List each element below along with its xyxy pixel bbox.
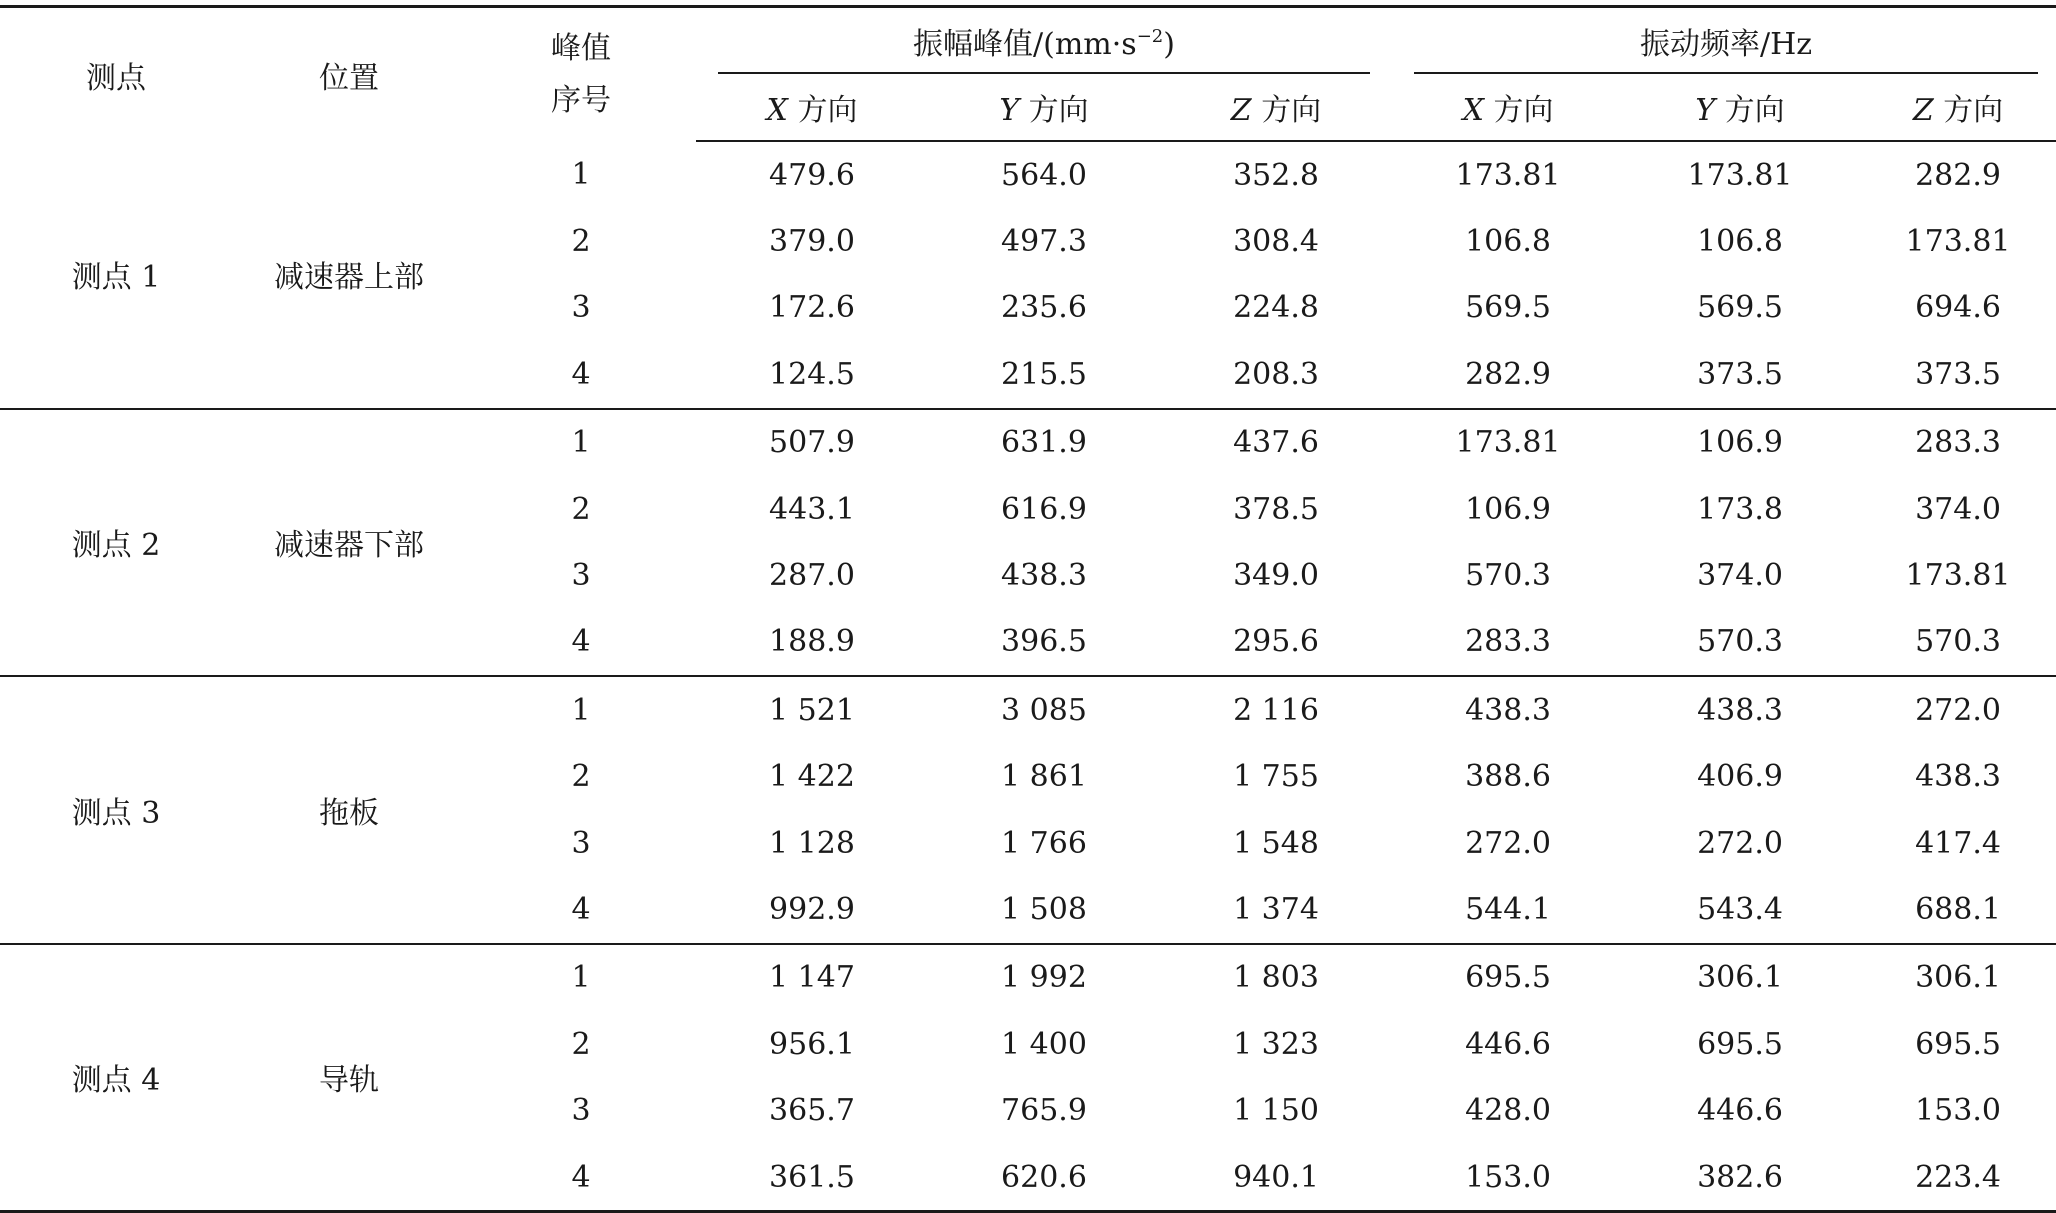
table-header xyxy=(0,7,2056,142)
header-freq-y-suffix: 方向 xyxy=(1715,93,1785,128)
cell-amplitude-z: 1 374 xyxy=(1233,891,1319,927)
cell-frequency-y: 570.3 xyxy=(1697,624,1783,660)
cell-peak-index: 2 xyxy=(571,1026,591,1062)
cell-amplitude-z: 224.8 xyxy=(1233,290,1319,326)
cell-peak-index: 2 xyxy=(571,759,591,795)
cell-frequency-y: 373.5 xyxy=(1697,356,1783,392)
vibration-data-table xyxy=(0,5,2056,1213)
cell-amplitude-z: 437.6 xyxy=(1160,409,1392,476)
cell-amplitude-y: 1 992 xyxy=(928,944,1160,1011)
cell-point: 测点 1 xyxy=(71,260,161,296)
cell-point: 测点 4 xyxy=(0,944,232,1212)
header-peak-index-line1: 峰值 xyxy=(551,30,611,66)
cell-peak-index: 1 xyxy=(571,157,591,193)
cell-amplitude-x: 287.0 xyxy=(769,558,855,594)
cell-amplitude-y: 3 085 xyxy=(928,676,1160,743)
cell-amplitude-x: 479.6 xyxy=(769,157,855,193)
cell-amplitude-z: 1 150 xyxy=(1233,1093,1319,1129)
cell-frequency-x: 569.5 xyxy=(1465,290,1551,326)
cell-point: 测点 3 xyxy=(0,676,232,944)
cell-frequency-x: 283.3 xyxy=(1465,624,1551,660)
cell-amplitude-y: 235.6 xyxy=(1001,290,1087,326)
header-amp-z-suffix: 方向 xyxy=(1251,93,1322,128)
cell-amplitude-x: 992.9 xyxy=(769,891,855,927)
table-body xyxy=(0,141,2056,1212)
cell-peak-index: 3 xyxy=(571,1093,591,1129)
cell-peak-index: 4 xyxy=(466,1144,696,1212)
header-amp-y-var: Y xyxy=(999,93,1020,128)
cell-amplitude-y: 1 400 xyxy=(1001,1026,1087,1062)
cell-amplitude-x: 1 128 xyxy=(769,825,855,861)
cell-frequency-z: 173.81 xyxy=(1905,558,2011,594)
cell-amplitude-y: 215.5 xyxy=(1001,356,1087,392)
header-row-groups xyxy=(0,7,2056,75)
cell-amplitude-x: 1 147 xyxy=(696,944,928,1011)
cell-frequency-x: 106.9 xyxy=(1465,491,1551,527)
cell-frequency-z: 695.5 xyxy=(1915,1026,2001,1062)
cell-amplitude-z: 308.4 xyxy=(1233,224,1319,260)
cell-amplitude-y: 1 861 xyxy=(1001,759,1087,795)
header-amp-y-suffix: 方向 xyxy=(1019,93,1089,128)
cell-amplitude-y: 616.9 xyxy=(1001,491,1087,527)
cell-amplitude-y: 497.3 xyxy=(1001,224,1087,260)
cell-peak-index: 2 xyxy=(571,491,591,527)
cell-peak-index: 3 xyxy=(571,825,591,861)
table-row xyxy=(0,141,2056,208)
cell-frequency-z: 153.0 xyxy=(1915,1093,2001,1129)
header-freq-x-var: X xyxy=(1462,93,1484,128)
header-peak-index xyxy=(466,7,696,142)
cell-frequency-y: 569.5 xyxy=(1697,290,1783,326)
cell-frequency-x: 446.6 xyxy=(1465,1026,1551,1062)
cell-amplitude-y: 620.6 xyxy=(928,1144,1160,1212)
cell-amplitude-z: 2 116 xyxy=(1160,676,1392,743)
cell-amplitude-y: 1 766 xyxy=(1001,825,1087,861)
cell-frequency-z: 272.0 xyxy=(1856,676,2056,743)
header-freq-y-var: Y xyxy=(1695,93,1716,128)
header-amp-z-var: Z xyxy=(1230,93,1252,128)
cell-frequency-x: 438.3 xyxy=(1392,676,1624,743)
cell-amplitude-x: 172.6 xyxy=(769,290,855,326)
header-amp-z xyxy=(1160,74,1392,141)
cell-frequency-x: 388.6 xyxy=(1465,759,1551,795)
cell-location: 减速器下部 xyxy=(232,409,466,677)
cell-amplitude-y: 438.3 xyxy=(1001,558,1087,594)
cell-amplitude-z: 1 803 xyxy=(1160,944,1392,1011)
cell-peak-index: 1 xyxy=(466,676,696,743)
cell-amplitude-x: 507.9 xyxy=(696,409,928,476)
cell-frequency-y: 106.9 xyxy=(1624,409,1856,476)
cell-frequency-y: 406.9 xyxy=(1697,759,1783,795)
cell-frequency-y: 374.0 xyxy=(1697,558,1783,594)
header-frequency-group: 振动频率/Hz xyxy=(1392,7,2056,75)
cell-amplitude-x: 365.7 xyxy=(769,1093,855,1129)
header-amp-x xyxy=(696,74,928,141)
header-freq-z-var: Z xyxy=(1912,93,1934,128)
cell-frequency-z: 223.4 xyxy=(1856,1144,2056,1212)
cell-amplitude-x: 443.1 xyxy=(769,491,855,527)
cell-peak-index: 2 xyxy=(571,224,591,260)
cell-amplitude-x: 124.5 xyxy=(769,356,855,392)
cell-peak-index: 3 xyxy=(571,558,591,594)
cell-frequency-y: 173.8 xyxy=(1697,491,1783,527)
header-peak-index-line2: 序号 xyxy=(551,82,611,118)
cell-amplitude-z: 378.5 xyxy=(1233,491,1319,527)
header-amp-x-var: X xyxy=(766,93,788,128)
cell-frequency-x: 173.81 xyxy=(1392,409,1624,476)
cell-frequency-x: 544.1 xyxy=(1465,891,1551,927)
cell-amplitude-z: 352.8 xyxy=(1233,157,1319,193)
cell-frequency-y: 543.4 xyxy=(1697,891,1783,927)
cell-amplitude-x: 956.1 xyxy=(769,1026,855,1062)
cell-peak-index: 4 xyxy=(571,356,591,392)
cell-frequency-x: 282.9 xyxy=(1465,356,1551,392)
cell-peak-index: 4 xyxy=(571,624,591,660)
header-amplitude-group xyxy=(696,7,1392,75)
cell-amplitude-z: 1 755 xyxy=(1233,759,1319,795)
cell-amplitude-z: 1 323 xyxy=(1233,1026,1319,1062)
cell-amplitude-x: 1 422 xyxy=(769,759,855,795)
cell-frequency-y: 382.6 xyxy=(1624,1144,1856,1212)
cell-frequency-z: 417.4 xyxy=(1915,825,2001,861)
cell-amplitude-z: 295.6 xyxy=(1233,624,1319,660)
header-point: 测点 xyxy=(0,7,232,142)
cell-frequency-z: 373.5 xyxy=(1915,356,2001,392)
cell-point: 测点 2 xyxy=(0,409,232,677)
cell-frequency-x: 272.0 xyxy=(1465,825,1551,861)
cell-amplitude-y: 396.5 xyxy=(1001,624,1087,660)
cell-amplitude-y: 564.0 xyxy=(1001,157,1087,193)
cell-frequency-x: 428.0 xyxy=(1465,1093,1551,1129)
cell-location: 减速器上部 xyxy=(274,260,424,296)
cell-amplitude-z: 208.3 xyxy=(1233,356,1319,392)
header-location: 位置 xyxy=(232,7,466,142)
header-amplitude-close: ) xyxy=(1163,27,1175,62)
cell-amplitude-y: 631.9 xyxy=(928,409,1160,476)
header-amp-x-suffix: 方向 xyxy=(787,93,858,128)
header-amplitude-exponent: −2 xyxy=(1136,26,1164,47)
cell-frequency-x: 106.8 xyxy=(1465,224,1551,260)
header-amplitude-text: 振幅峰值/(mm·s xyxy=(913,27,1137,62)
cell-frequency-y: 173.81 xyxy=(1687,157,1793,193)
cell-frequency-z: 283.3 xyxy=(1856,409,2056,476)
cell-amplitude-z: 349.0 xyxy=(1233,558,1319,594)
header-amp-y xyxy=(928,74,1160,141)
cell-amplitude-x: 379.0 xyxy=(769,224,855,260)
table-row xyxy=(0,944,2056,1011)
cell-frequency-y: 438.3 xyxy=(1624,676,1856,743)
cell-amplitude-x: 1 521 xyxy=(696,676,928,743)
cell-location: 导轨 xyxy=(232,944,466,1212)
header-freq-y xyxy=(1624,74,1856,141)
cell-frequency-z: 306.1 xyxy=(1856,944,2056,1011)
cell-frequency-y: 695.5 xyxy=(1697,1026,1783,1062)
cell-frequency-z: 570.3 xyxy=(1915,624,2001,660)
cell-frequency-z: 374.0 xyxy=(1915,491,2001,527)
cell-frequency-z: 173.81 xyxy=(1905,224,2011,260)
cell-amplitude-z: 940.1 xyxy=(1160,1144,1392,1212)
cell-frequency-y: 446.6 xyxy=(1697,1093,1783,1129)
table-row xyxy=(0,409,2056,476)
cell-frequency-z: 282.9 xyxy=(1915,157,2001,193)
cell-location: 拖板 xyxy=(232,676,466,944)
cell-frequency-y: 306.1 xyxy=(1624,944,1856,1011)
cell-frequency-z: 694.6 xyxy=(1915,290,2001,326)
cell-amplitude-z: 1 548 xyxy=(1233,825,1319,861)
cell-frequency-x: 695.5 xyxy=(1392,944,1624,1011)
cell-peak-index: 1 xyxy=(466,409,696,476)
cell-frequency-x: 153.0 xyxy=(1392,1144,1624,1212)
cell-frequency-x: 570.3 xyxy=(1465,558,1551,594)
cell-amplitude-x: 188.9 xyxy=(769,624,855,660)
cell-frequency-z: 688.1 xyxy=(1915,891,2001,927)
header-freq-x-suffix: 方向 xyxy=(1483,93,1554,128)
cell-peak-index: 3 xyxy=(571,290,591,326)
cell-frequency-y: 272.0 xyxy=(1697,825,1783,861)
cell-amplitude-x: 361.5 xyxy=(696,1144,928,1212)
cell-peak-index: 4 xyxy=(571,891,591,927)
header-freq-z xyxy=(1856,74,2056,141)
cell-frequency-z: 438.3 xyxy=(1915,759,2001,795)
cell-frequency-x: 173.81 xyxy=(1455,157,1561,193)
header-freq-z-suffix: 方向 xyxy=(1933,93,2004,128)
cell-amplitude-y: 1 508 xyxy=(1001,891,1087,927)
table-row xyxy=(0,676,2056,743)
cell-peak-index: 1 xyxy=(466,944,696,1011)
cell-frequency-y: 106.8 xyxy=(1697,224,1783,260)
cell-amplitude-y: 765.9 xyxy=(1001,1093,1087,1129)
header-freq-x xyxy=(1392,74,1624,141)
